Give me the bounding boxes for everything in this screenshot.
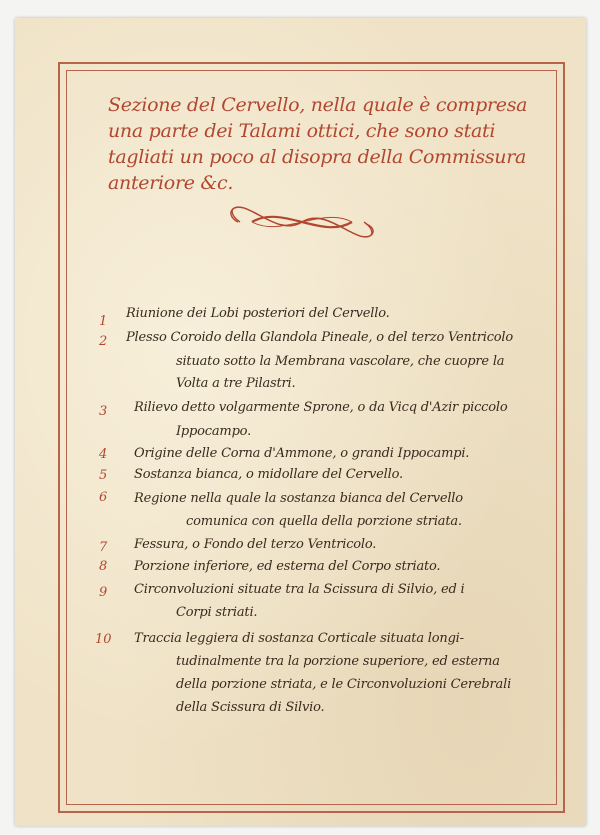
entry-number: 3 <box>99 404 108 419</box>
entry-text: Traccia leggiera di sostanza Corticale situata longi- <box>134 631 464 646</box>
entry-number: 1 <box>99 314 108 329</box>
entry-text: Plesso Coroido della Glandola Pineale, o del terzo Ventricolo <box>126 330 514 345</box>
entry-number: 9 <box>99 585 108 600</box>
entry-text: situato sotto la Membrana vascolare, che cuopre la <box>176 354 505 369</box>
calligraphic-flourish <box>222 198 382 246</box>
entry-number: 4 <box>99 447 108 462</box>
entry-text: Origine delle Corna d'Ammone, o grandi Ippocampi. <box>134 446 470 461</box>
entry-number: 2 <box>99 334 108 349</box>
entry-text: Riunione dei Lobi posteriori del Cervello. <box>126 306 390 321</box>
entry-text: Regione nella quale la sostanza bianca del Cervello <box>134 491 463 506</box>
entry-text: Volta a tre Pilastri. <box>176 376 296 391</box>
page-title: Sezione del Cervello, nella quale è compresa una parte dei Talami ottici, che sono stati tagliati un poco al disopra della Commissura anteriore &c. <box>108 94 528 194</box>
entry-number: 8 <box>99 559 108 574</box>
entry-text: della porzione striata, e le Circonvoluzioni Cerebrali <box>176 677 512 692</box>
entry-text: Sostanza bianca, o midollare del Cervello. <box>134 467 403 482</box>
entry-text: Fessura, o Fondo del terzo Ventricolo. <box>134 537 377 552</box>
entry-text: Corpi striati. <box>176 605 258 620</box>
entry-text: Porzione inferiore, ed esterna del Corpo striato. <box>134 559 441 574</box>
entry-number: 6 <box>99 490 108 505</box>
entry-text: della Scissura di Silvio. <box>176 700 325 715</box>
entry-text: Rilievo detto volgarmente Sprone, o da Vicq d'Azir piccolo <box>134 400 508 415</box>
entry-number: 7 <box>99 540 108 555</box>
entry-text: tudinalmente tra la porzione superiore, ed esterna <box>176 654 500 669</box>
entry-number: 5 <box>99 468 108 483</box>
entry-number: 10 <box>95 632 112 647</box>
entry-text: comunica con quella della porzione striata. <box>186 514 462 529</box>
entry-text: Ippocampo. <box>176 424 252 439</box>
entry-text: Circonvoluzioni situate tra la Scissura di Silvio, ed i <box>134 582 465 597</box>
